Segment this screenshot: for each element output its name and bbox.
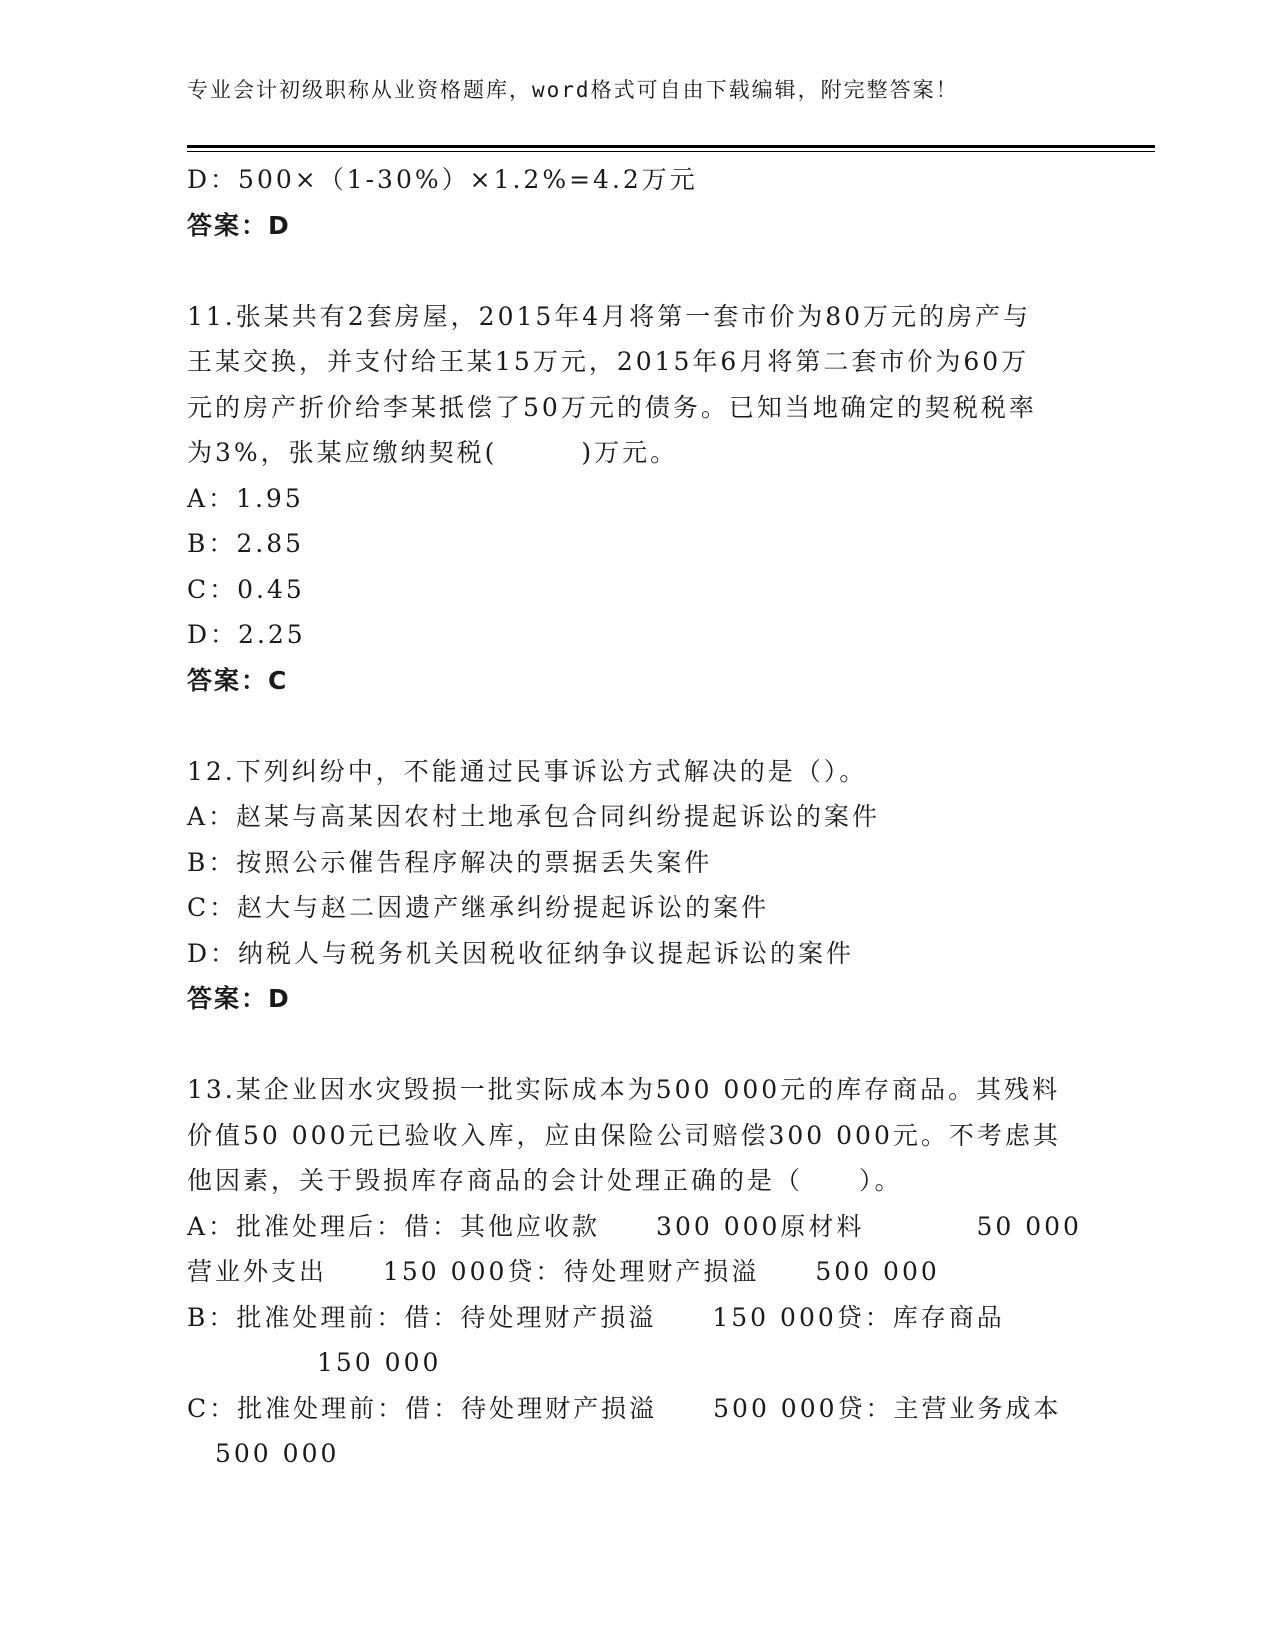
q13-option-c-cont: 500 000 — [215, 1439, 340, 1468]
q13-option-a-cont: 营业外支出 150 000贷：待处理财产损溢 500 000 — [187, 1257, 940, 1286]
q12-option-c: C：赵大与赵二因遗产继承纠纷提起诉讼的案件 — [187, 893, 770, 922]
q11-stem-line: 元的房产折价给李某抵偿了50万元的债务。已知当地确定的契税税率 — [187, 392, 1037, 422]
spacer — [187, 248, 1087, 294]
spacer — [187, 1022, 1087, 1068]
q13-option-b-cont: 150 000 — [317, 1348, 442, 1377]
q13-stem — [187, 1067, 1087, 1204]
q11-option-c: C：0.45 — [187, 574, 305, 604]
spacer — [187, 703, 1087, 749]
q13-stem-line: 价值50 000元已验收入库，应由保险公司赔偿300 000元。不考虑其 — [187, 1120, 1061, 1150]
q13-stem-line: 13.某企业因水灾毁损一批实际成本为500 000元的库存商品。其残料 — [187, 1075, 1061, 1104]
q12-option-a: A：赵某与高某因农村土地承包合同纠纷提起诉讼的案件 — [187, 802, 881, 831]
prev-option-d: D：500×（1-30%）×1.2%=4.2万元 — [187, 165, 698, 194]
prev-answer: 答案：D — [187, 210, 291, 240]
q11-stem — [187, 294, 1087, 476]
q13-option-a: A：批准处理后：借：其他应收款 300 000原材料 50 000 — [187, 1211, 1082, 1241]
q11-stem-line: 王某交换，并支付给王某15万元，2015年6月将第二套市价为60万 — [187, 347, 1030, 376]
q11-option-a: A：1.95 — [187, 483, 304, 513]
q11-option-d: D：2.25 — [187, 620, 306, 649]
q11-stem-line: 为3%，张某应缴纳契税( )万元。 — [187, 438, 679, 467]
q13-option-c: C：批准处理前：借：待处理财产损溢 500 000贷：主营业务成本 — [187, 1393, 1062, 1423]
q13-option-b: B：批准处理前：借：待处理财产损溢 150 000贷：库存商品 — [187, 1302, 1005, 1332]
q12-option-b: B：按照公示催告程序解决的票据丢失案件 — [187, 847, 713, 877]
q11-option-b: B：2.85 — [187, 529, 305, 558]
q11-stem-line: 11.张某共有2套房屋，2015年4月将第一套市价为80万元的房产与 — [187, 301, 1032, 331]
header-rule-thin — [187, 151, 1155, 152]
q12-stem: 12.下列纠纷中，不能通过民事诉讼方式解决的是（）。 — [187, 756, 868, 786]
document-body — [187, 157, 1087, 1477]
header-rule-thick — [187, 145, 1155, 148]
q13-stem-line: 他因素，关于毁损库存商品的会计处理正确的是（ ）。 — [187, 1166, 903, 1195]
q12-option-d: D：纳税人与税务机关因税收征纳争议提起诉讼的案件 — [187, 938, 855, 968]
q12-answer: 答案：D — [187, 984, 291, 1013]
q11-answer: 答案：C — [187, 665, 289, 695]
page-header: 专业会计初级职称从业资格题库，word格式可自由下载编辑，附完整答案！ — [187, 78, 959, 102]
